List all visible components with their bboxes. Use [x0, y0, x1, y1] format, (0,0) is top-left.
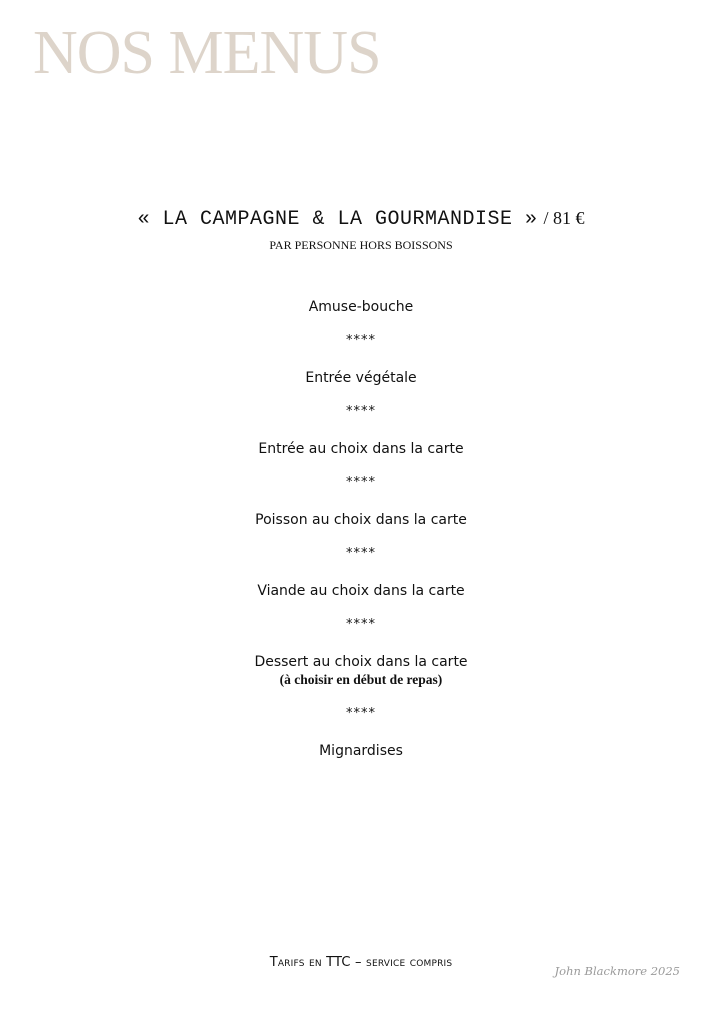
menu-subtitle: PAR PERSONNE HORS BOISSONS [269, 238, 453, 252]
course-item: Poisson au choix dans la carte [255, 512, 467, 528]
menu-name: « LA CAMPAGNE & LA GOURMANDISE » [137, 208, 538, 231]
course-item: Mignardises [319, 743, 403, 759]
page-title: NOS MENUS [33, 19, 381, 87]
course-separator: **** [346, 404, 376, 419]
course-separator: **** [346, 617, 376, 632]
signature: John Blackmore 2025 [554, 964, 680, 978]
course-item: Dessert au choix dans la carte [254, 654, 468, 670]
course-note: (à choisir en début de repas) [279, 672, 443, 687]
course-item: Entrée au choix dans la carte [258, 441, 464, 457]
course-item: Amuse-bouche [308, 299, 414, 315]
course-separator: **** [346, 546, 376, 561]
menu-header [0, 209, 722, 230]
menu-price: / 81 € [543, 208, 585, 228]
course-item: Entrée végétale [305, 370, 417, 386]
course-separator: **** [346, 706, 376, 721]
course-separator: **** [346, 333, 376, 348]
course-item: Viande au choix dans la carte [257, 583, 465, 599]
course-separator: **** [346, 475, 376, 490]
footer-tarifs: Tarifs en TTC – service compris [269, 955, 453, 970]
course-list [0, 298, 722, 760]
